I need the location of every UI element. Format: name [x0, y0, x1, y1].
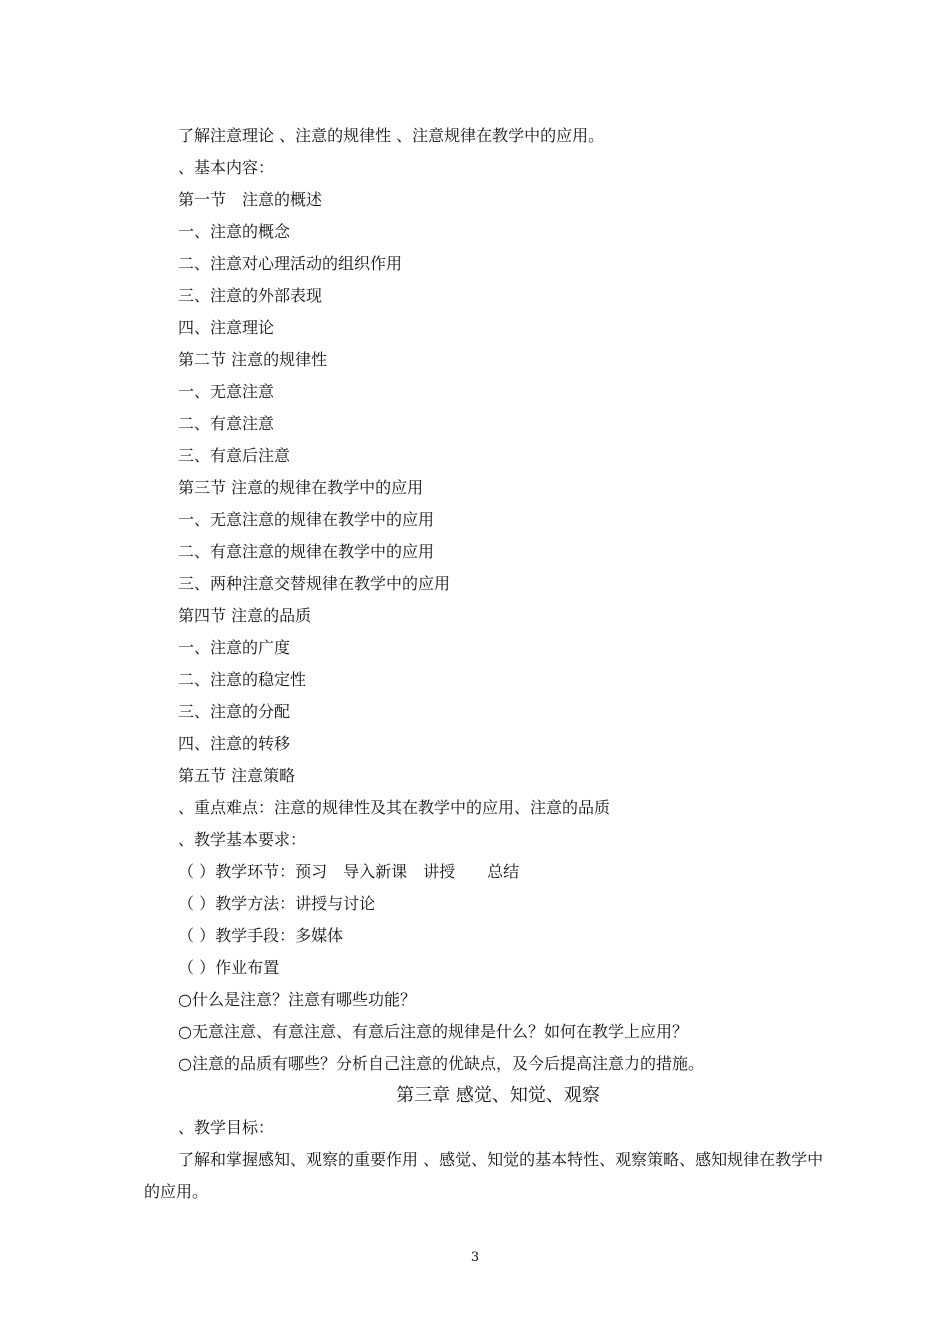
- list-item: 一、无意注意的规律在教学中的应用: [178, 510, 435, 529]
- requirements-heading: 、教学基本要求：: [178, 830, 307, 849]
- homework-question: ○注意的品质有哪些？分析自己注意的优缺点，及今后提高注意力的措施。: [178, 1054, 704, 1073]
- list-item: 一、注意的概念: [178, 222, 291, 241]
- homework-question: ○什么是注意？注意有哪些功能？: [178, 990, 416, 1009]
- basic-content-heading: 、基本内容：: [178, 158, 275, 177]
- requirement-item: （ ）作业布置: [178, 958, 280, 977]
- section-heading: 第四节 注意的品质: [178, 606, 312, 625]
- list-item: 四、注意的转移: [178, 734, 291, 753]
- requirement-item: （ ）教学环节：预习 导入新课 讲授 总结: [178, 862, 520, 881]
- section-heading: 第二节 注意的规律性: [178, 350, 328, 369]
- list-item: 二、注意对心理活动的组织作用: [178, 254, 403, 273]
- chapter-title: 第三章 感觉、知觉、观察: [396, 1085, 600, 1106]
- list-item: 二、有意注意的规律在教学中的应用: [178, 542, 435, 561]
- list-item: 一、注意的广度: [178, 638, 291, 657]
- section-heading: 第三节 注意的规律在教学中的应用: [178, 478, 424, 497]
- requirement-item: （ ）教学方法：讲授与讨论: [178, 894, 376, 913]
- list-item: 三、注意的外部表现: [178, 286, 323, 305]
- requirement-item: （ ）教学手段：多媒体: [178, 926, 344, 945]
- list-item: 三、有意后注意: [178, 446, 291, 465]
- objective-paragraph: 了解和掌握感知、观察的重要作用 、感觉、知觉的基本特性、观察策略、感知规律在教学中的应用。: [144, 1150, 824, 1201]
- list-item: 二、有意注意: [178, 414, 275, 433]
- section-heading: 第一节 注意的概述: [178, 190, 323, 209]
- list-item: 三、注意的分配: [178, 702, 291, 721]
- objective-summary-line: 了解注意理论 、注意的规律性 、注意规律在教学中的应用。: [178, 126, 605, 145]
- document-body: [144, 120, 824, 1208]
- list-item: 二、注意的稳定性: [178, 670, 307, 689]
- objective-heading: 、教学目标：: [178, 1118, 275, 1137]
- list-item: 三、两种注意交替规律在教学中的应用: [178, 574, 451, 593]
- section-heading: 第五节 注意策略: [178, 766, 296, 785]
- page-number: 3: [470, 1250, 480, 1265]
- list-item: 四、注意理论: [178, 318, 275, 337]
- list-item: 一、无意注意: [178, 382, 275, 401]
- key-points-line: 、重点难点：注意的规律性及其在教学中的应用、注意的品质: [178, 798, 611, 817]
- homework-question: ○无意注意、有意注意、有意后注意的规律是什么？如何在教学上应用？: [178, 1022, 688, 1041]
